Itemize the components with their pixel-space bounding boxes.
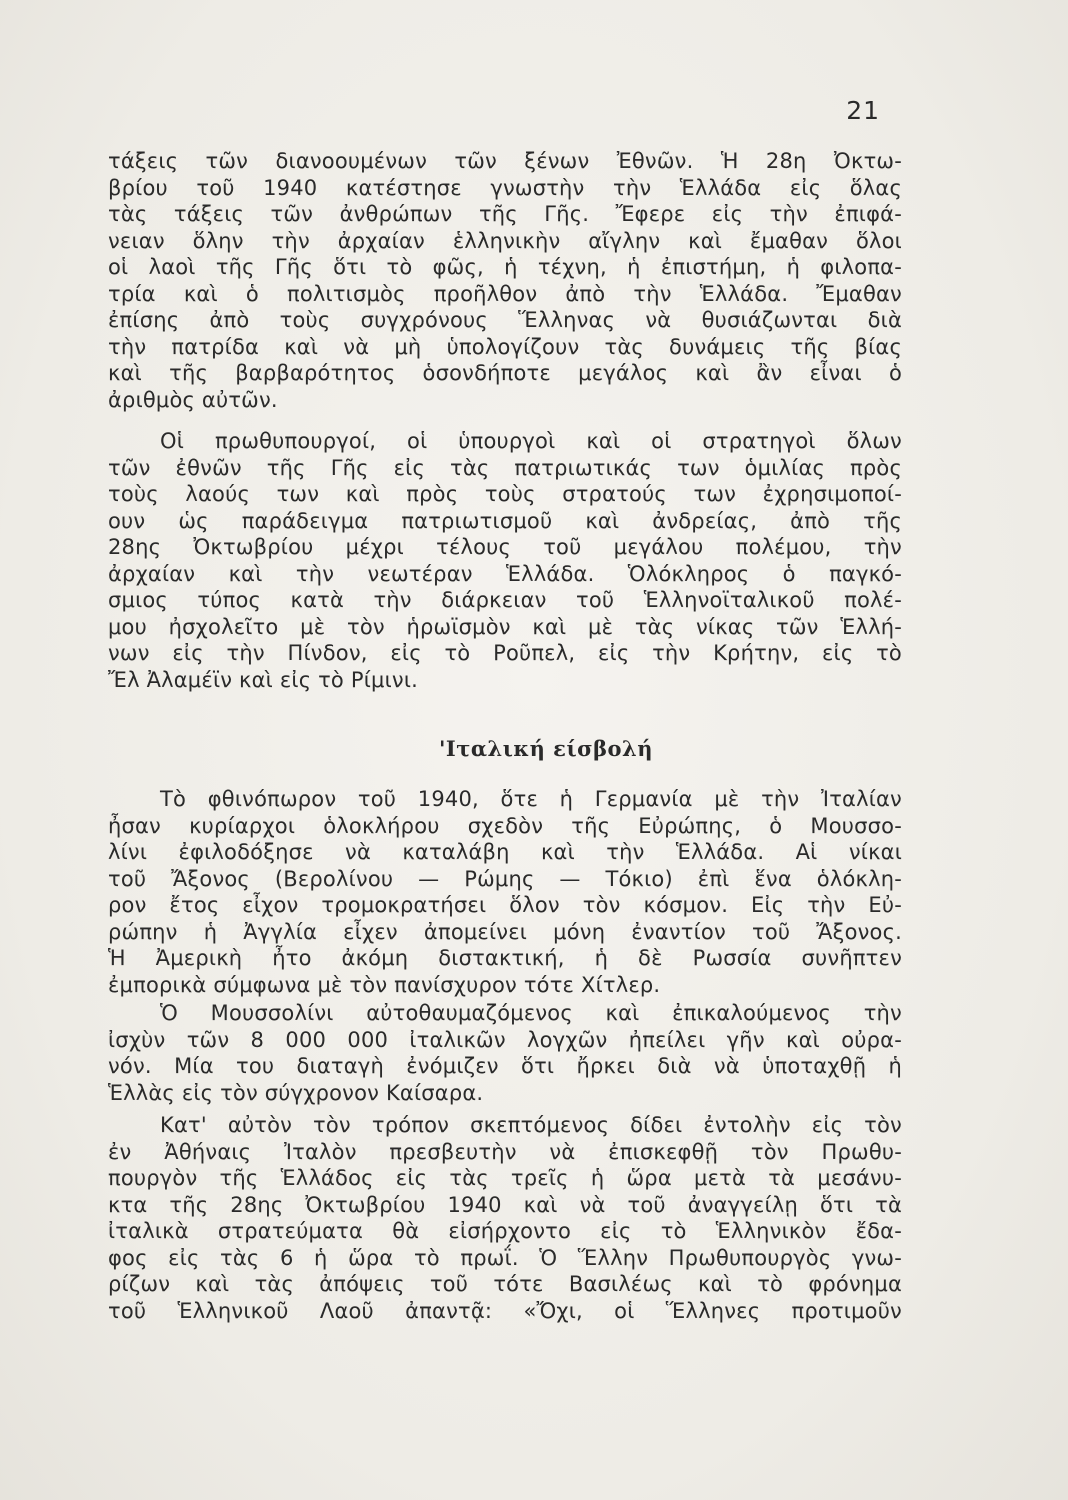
text-line: 28ης Ὀκτωβρίου μέχρι τέλους τοῦ μεγάλου πολέμου, τὴν	[108, 535, 902, 559]
text-line: Τὸ φθινόπωρον τοῦ 1940, ὅτε ἡ Γερμανία μὲ τὴν Ἰταλίαν	[160, 787, 902, 811]
section-heading	[0, 736, 1068, 761]
text-line: ἰσχὺν τῶν 8 000 000 ἰταλικῶν λογχῶν ἠπείλει γῆν καὶ οὐρα-	[108, 1027, 902, 1052]
text-line: ἰταλικὰ στρατεύματα θὰ εἰσήρχοντο εἰς τὸ Ἑλληνικὸν ἔδα-	[108, 1219, 902, 1243]
text-line: κτα τῆς 28ης Ὀκτωβρίου 1940 καὶ νὰ τοῦ ἀναγγείλῃ ὅτι τὰ	[108, 1192, 902, 1217]
section-heading-text: 'Ιταλική είσβολή	[438, 736, 654, 761]
text-line: τρία καὶ ὁ πολιτισμὸς προῆλθον ἀπὸ τὴν Ἑλλάδα. Ἔμαθαν	[108, 281, 902, 306]
text-line: τάξεις τῶν διανοουμένων τῶν ξένων Ἐθνῶν. Ἡ 28η Ὀκτω-	[108, 149, 902, 173]
text-line: ἀριθμὸς αὐτῶν.	[108, 387, 278, 412]
text-line: λίνι ἐφιλοδόξησε νὰ καταλάβη καὶ τὴν Ἑλλάδα. Αἱ νίκαι	[108, 840, 902, 864]
paragraph-2	[108, 428, 902, 693]
text-line: τοὺς λαούς των καὶ πρὸς τοὺς στρατούς των ἐχρησιμοποί-	[108, 482, 902, 506]
text-line: βρίου τοῦ 1940 κατέστησε γνωστὴν τὴν Ἑλλάδα εἰς ὅλας	[108, 175, 902, 200]
text-line: ρίζων καὶ τὰς ἀπόψεις τοῦ τότε Βασιλέως καὶ τὸ φρόνημα	[108, 1272, 902, 1296]
text-line: φος εἰς τὰς 6 ἡ ὥρα τὸ πρωΐ. Ὁ Ἕλλην Πρωθυπουργὸς γνω-	[108, 1245, 902, 1270]
text-line: Ἔλ Ἀλαμέϊν καὶ εἰς τὸ Ρίμινι.	[108, 667, 419, 692]
text-line: ἐν Ἀθήναις Ἰταλὸν πρεσβευτὴν νὰ ἐπισκεφθῇ τὸν Πρωθυ-	[108, 1139, 902, 1164]
text-line: ἐμπορικὰ σύμφωνα μὲ τὸν πανίσχυρον τότε Χίτλερ.	[108, 972, 661, 997]
text-line: τοῦ Ἑλληνικοῦ Λαοῦ ἀπαντᾷ: «Ὄχι, οἱ Ἕλληνες προτιμοῦν	[108, 1298, 902, 1323]
text-line: οἱ λαοὶ τῆς Γῆς ὅτι τὸ φῶς, ἡ τέχνη, ἡ ἐπιστήμη, ἡ φιλοπα-	[108, 255, 902, 279]
text-line: νόν. Μία του διαταγὴ ἐνόμιζεν ὅτι ἤρκει διὰ νὰ ὑποταχθῇ ἡ	[108, 1054, 902, 1078]
text-line: ἐπίσης ἀπὸ τοὺς συγχρόνους Ἕλληνας νὰ θυσιάζωνται διὰ	[108, 308, 902, 332]
text-line: ἀρχαίαν καὶ τὴν νεωτέραν Ἑλλάδα. Ὁλόκληρος ὁ παγκό-	[108, 561, 902, 586]
text-line: Οἱ πρωθυπουργοί, οἱ ὑπουργοὶ καὶ οἱ στρατηγοὶ ὅλων	[160, 429, 902, 453]
text-line: νειαν ὅλην τὴν ἀρχαίαν ἑλληνικὴν αἴγλην καὶ ἔμαθαν ὅλοι	[108, 228, 902, 253]
text-line: Κατ' αὐτὸν τὸν τρόπον σκεπτόμενος δίδει ἐντολὴν εἰς τὸν	[160, 1113, 902, 1137]
text-line: πουργὸν τῆς Ἑλλάδος εἰς τὰς τρεῖς ἡ ὥρα μετὰ τὰ μεσάνυ-	[108, 1166, 902, 1190]
paragraph-5	[108, 1112, 902, 1324]
text-line: μου ἠσχολεῖτο μὲ τὸν ἡρωϊσμὸν καὶ μὲ τὰς νίκας τῶν Ἑλλή-	[108, 614, 902, 639]
paragraph-3	[108, 786, 902, 998]
text-line: νων εἰς τὴν Πίνδον, εἰς τὸ Ροῦπελ, εἰς τὴν Κρήτην, εἰς τὸ	[108, 641, 902, 665]
text-line: τῶν ἐθνῶν τῆς Γῆς εἰς τὰς πατριωτικάς των ὁμιλίας πρὸς	[108, 455, 902, 480]
text-line: καὶ τῆς βαρβαρότητος ὁσονδήποτε μεγάλος καὶ ἂν εἶναι ὁ	[108, 361, 902, 385]
text-line: ρώπην ἡ Ἀγγλία εἶχεν ἀπομείνει μόνη ἐναντίον τοῦ Ἄξονος.	[108, 919, 902, 944]
text-line: τὰς τάξεις τῶν ἀνθρώπων τῆς Γῆς. Ἔφερε εἰς τὴν ἐπιφά-	[108, 202, 902, 226]
text-line: ἦσαν κυρίαρχοι ὁλοκλήρου σχεδὸν τῆς Εὐρώπης, ὁ Μουσσο-	[108, 813, 902, 838]
paragraph-1	[108, 148, 902, 413]
text-line: σμιος τύπος κατὰ τὴν διάρκειαν τοῦ Ἑλληνοϊταλικοῦ πολέ-	[108, 588, 902, 612]
text-line: τὴν πατρίδα καὶ νὰ μὴ ὑπολογίζουν τὰς δυνάμεις τῆς βίας	[108, 334, 902, 359]
text-line: ρον ἔτος εἶχον τρομοκρατήσει ὅλον τὸν κόσμον. Εἰς τὴν Εὐ-	[108, 893, 902, 917]
text-line: ουν ὡς παράδειγμα πατριωτισμοῦ καὶ ἀνδρείας, ἀπὸ τῆς	[108, 508, 902, 533]
page-number: 21	[846, 96, 880, 125]
text-line: Ὁ Μουσσολίνι αὐτοθαυμαζόμενος καὶ ἐπικαλούμενος τὴν	[160, 1001, 902, 1025]
text-line: τοῦ Ἄξονος (Βερολίνου — Ρώμης — Τόκιο) ἐπὶ ἕνα ὁλόκλη-	[108, 866, 902, 891]
text-line: Ἑλλὰς εἰς τὸν σύγχρονον Καίσαρα.	[108, 1080, 484, 1105]
text-line: Ἡ Ἀμερικὴ ἦτο ἀκόμη διστακτική, ἡ δὲ Ρωσσία συνῆπτεν	[108, 946, 902, 970]
paragraph-4	[108, 1000, 902, 1106]
